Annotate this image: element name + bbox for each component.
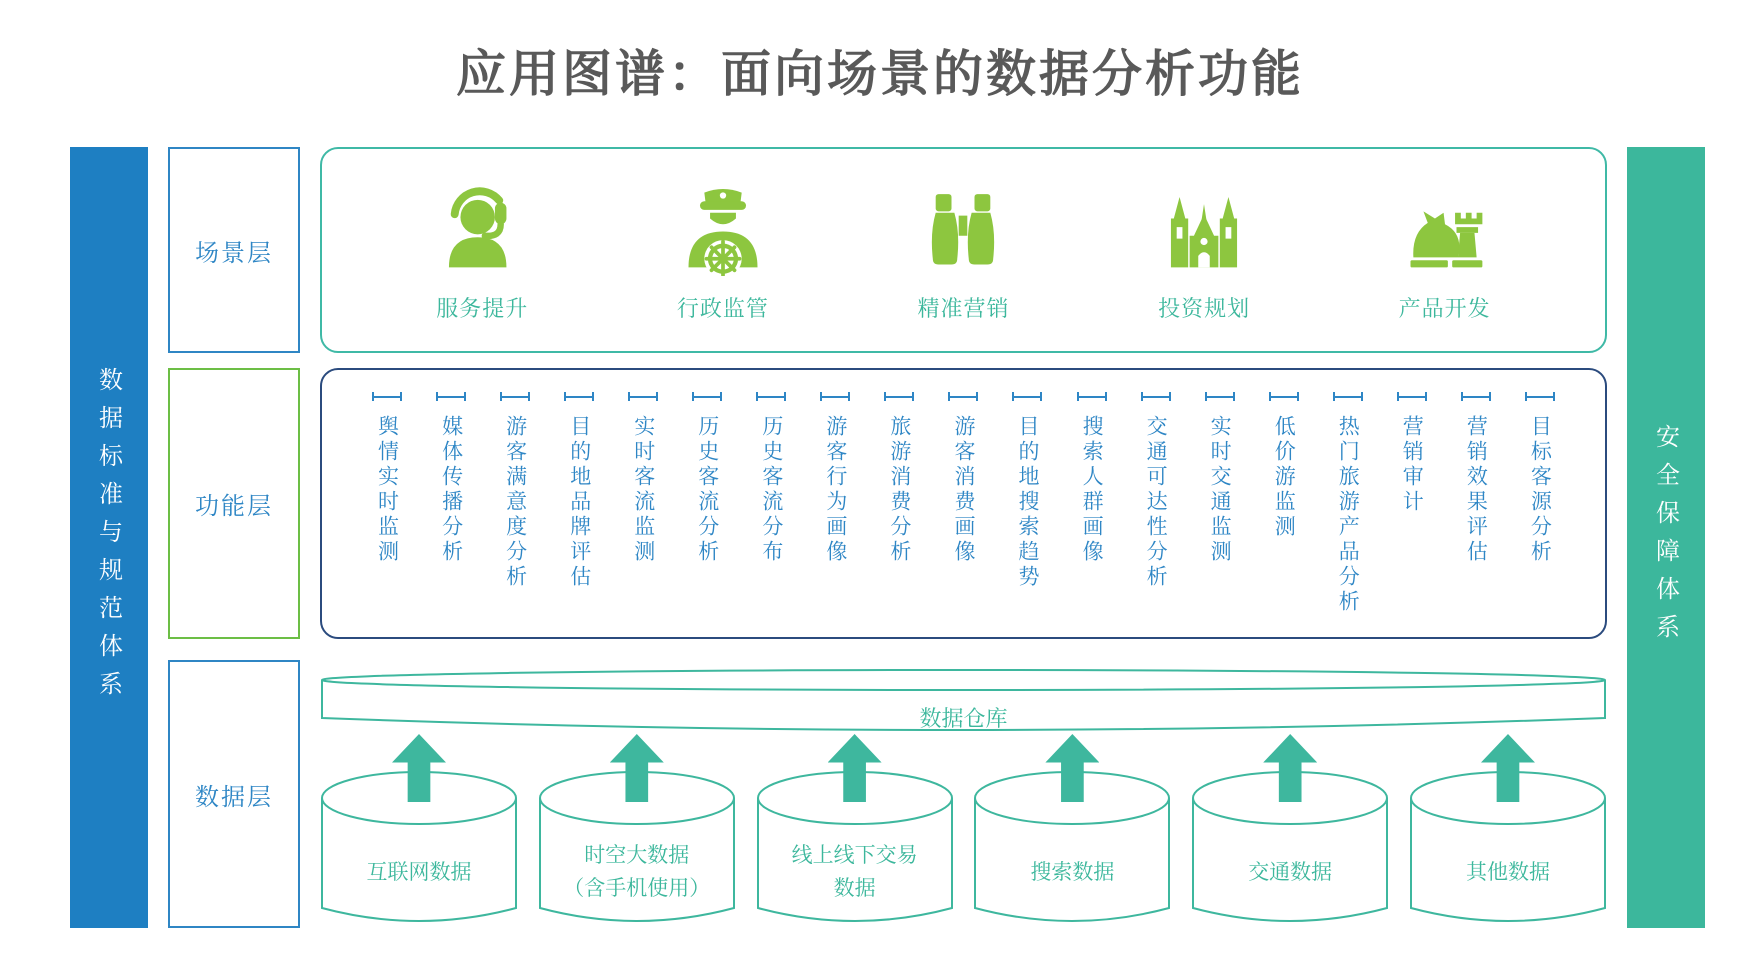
data-standards-sidebar-label: 数据标准与规范体系 bbox=[94, 366, 123, 709]
data-source-label bbox=[756, 824, 954, 920]
bracket-tick-icon bbox=[628, 392, 658, 401]
scene-layer-label-box bbox=[168, 147, 300, 353]
scenario-label: 精准营销 bbox=[917, 296, 1010, 322]
cathedral-icon bbox=[1156, 184, 1252, 276]
function-layer-box bbox=[320, 368, 1607, 639]
bracket-tick-icon bbox=[1525, 392, 1555, 401]
bracket-tick-icon bbox=[1397, 392, 1427, 401]
data-source-cylinder bbox=[1191, 770, 1389, 928]
data-source-cylinder bbox=[973, 770, 1171, 928]
data-source-line: 其他数据 bbox=[1465, 859, 1550, 884]
function-item-label: 搜索人群画像 bbox=[1080, 415, 1105, 565]
data-source-label bbox=[1409, 824, 1607, 920]
function-item-label: 游客消费画像 bbox=[951, 415, 976, 565]
headset-agent-icon bbox=[434, 184, 530, 276]
function-item-label: 舆情实时监测 bbox=[375, 415, 400, 565]
page-title: 应用图谱：面向场景的数据分析功能 bbox=[456, 45, 1304, 103]
data-warehouse bbox=[320, 668, 1607, 738]
scenario-label: 行政监管 bbox=[676, 296, 769, 322]
function-item bbox=[1397, 392, 1427, 637]
bracket-tick-icon bbox=[1461, 392, 1491, 401]
function-item-label: 营销效果评估 bbox=[1464, 415, 1489, 565]
function-item-label: 低价游监测 bbox=[1272, 415, 1297, 540]
function-item bbox=[1141, 392, 1171, 637]
data-source-label bbox=[320, 824, 518, 920]
function-item-label: 目的地搜索趋势 bbox=[1016, 415, 1041, 590]
bracket-tick-icon bbox=[1141, 392, 1171, 401]
data-layer-label-box bbox=[168, 660, 300, 928]
scenario-layer-box bbox=[320, 147, 1607, 353]
chess-pieces-icon bbox=[1397, 184, 1493, 276]
data-source-cylinder bbox=[538, 770, 736, 928]
function-item bbox=[1461, 392, 1491, 637]
data-source-line: 线上线下交易 bbox=[791, 843, 918, 868]
function-item bbox=[820, 392, 850, 637]
data-source-line: （含手机使用） bbox=[563, 876, 711, 900]
bracket-tick-icon bbox=[1012, 392, 1042, 401]
bracket-tick-icon bbox=[1205, 392, 1235, 401]
security-sidebar bbox=[1627, 147, 1705, 928]
bracket-tick-icon bbox=[820, 392, 850, 401]
data-source-line: 搜索数据 bbox=[1030, 859, 1115, 884]
function-item-label: 实时客流监测 bbox=[631, 415, 656, 565]
function-item-label: 游客行为画像 bbox=[823, 415, 848, 565]
captain-helm-icon bbox=[675, 184, 771, 276]
bracket-tick-icon bbox=[564, 392, 594, 401]
function-item bbox=[436, 392, 466, 637]
bracket-tick-icon bbox=[436, 392, 466, 401]
scenario-label: 产品开发 bbox=[1398, 296, 1491, 322]
function-item-label: 目标客源分析 bbox=[1528, 415, 1553, 565]
scenario-label: 投资规划 bbox=[1158, 296, 1251, 322]
data-source-line: 时空大数据 bbox=[584, 843, 690, 868]
data-source-line: 互联网数据 bbox=[366, 859, 472, 884]
bracket-tick-icon bbox=[884, 392, 914, 401]
function-item bbox=[1012, 392, 1042, 637]
bracket-tick-icon bbox=[756, 392, 786, 401]
bracket-tick-icon bbox=[948, 392, 978, 401]
bracket-tick-icon bbox=[1333, 392, 1363, 401]
data-sources-row bbox=[320, 770, 1607, 928]
bracket-tick-icon bbox=[500, 392, 530, 401]
warehouse-label: 数据仓库 bbox=[919, 707, 1008, 732]
function-item-label: 旅游消费分析 bbox=[887, 415, 912, 565]
function-item bbox=[1525, 392, 1555, 637]
function-item bbox=[628, 392, 658, 637]
function-item-label: 历史客流分析 bbox=[695, 415, 720, 565]
data-source-line: 数据 bbox=[833, 876, 876, 900]
function-item bbox=[1269, 392, 1299, 637]
scenario-item-investment bbox=[1124, 184, 1284, 323]
function-item-label: 媒体传播分析 bbox=[439, 415, 464, 565]
security-sidebar-label: 安全保障体系 bbox=[1651, 423, 1680, 652]
bracket-tick-icon bbox=[1077, 392, 1107, 401]
function-item bbox=[564, 392, 594, 637]
function-item-label: 营销审计 bbox=[1400, 415, 1425, 515]
data-source-cylinder bbox=[320, 770, 518, 928]
scenario-item-product bbox=[1365, 184, 1525, 323]
function-layer-label-box bbox=[168, 368, 300, 639]
data-source-cylinder bbox=[1409, 770, 1607, 928]
function-item bbox=[692, 392, 722, 637]
function-item bbox=[500, 392, 530, 637]
binoculars-icon bbox=[915, 184, 1011, 276]
scenario-item-service bbox=[402, 184, 562, 323]
data-source-cylinder bbox=[756, 770, 954, 928]
function-item-label: 游客满意度分析 bbox=[503, 415, 528, 590]
function-item-label: 热门旅游产品分析 bbox=[1336, 415, 1361, 615]
function-item bbox=[948, 392, 978, 637]
scenario-item-regulation bbox=[643, 184, 803, 323]
bracket-tick-icon bbox=[1269, 392, 1299, 401]
bracket-tick-icon bbox=[372, 392, 402, 401]
function-item-label: 实时交通监测 bbox=[1208, 415, 1233, 565]
function-item-label: 交通可达性分析 bbox=[1144, 415, 1169, 590]
function-layer-label: 功能层 bbox=[195, 492, 273, 520]
function-item bbox=[884, 392, 914, 637]
function-item bbox=[1077, 392, 1107, 637]
data-source-label bbox=[1191, 824, 1389, 920]
data-source-label bbox=[973, 824, 1171, 920]
scenario-item-marketing bbox=[883, 184, 1043, 323]
data-source-line: 交通数据 bbox=[1248, 859, 1333, 884]
data-source-label bbox=[538, 824, 736, 920]
function-item-label: 目的地品牌评估 bbox=[567, 415, 592, 590]
function-item bbox=[756, 392, 786, 637]
data-layer-label: 数据层 bbox=[195, 782, 273, 811]
scene-layer-label: 场景层 bbox=[195, 238, 273, 267]
data-layer-area bbox=[320, 660, 1607, 928]
function-item bbox=[1333, 392, 1363, 637]
function-item-label: 历史客流分布 bbox=[759, 415, 784, 565]
function-item bbox=[1205, 392, 1235, 637]
scenario-label: 服务提升 bbox=[436, 296, 529, 322]
data-standards-sidebar bbox=[70, 147, 148, 928]
bracket-tick-icon bbox=[692, 392, 722, 401]
function-item bbox=[372, 392, 402, 637]
